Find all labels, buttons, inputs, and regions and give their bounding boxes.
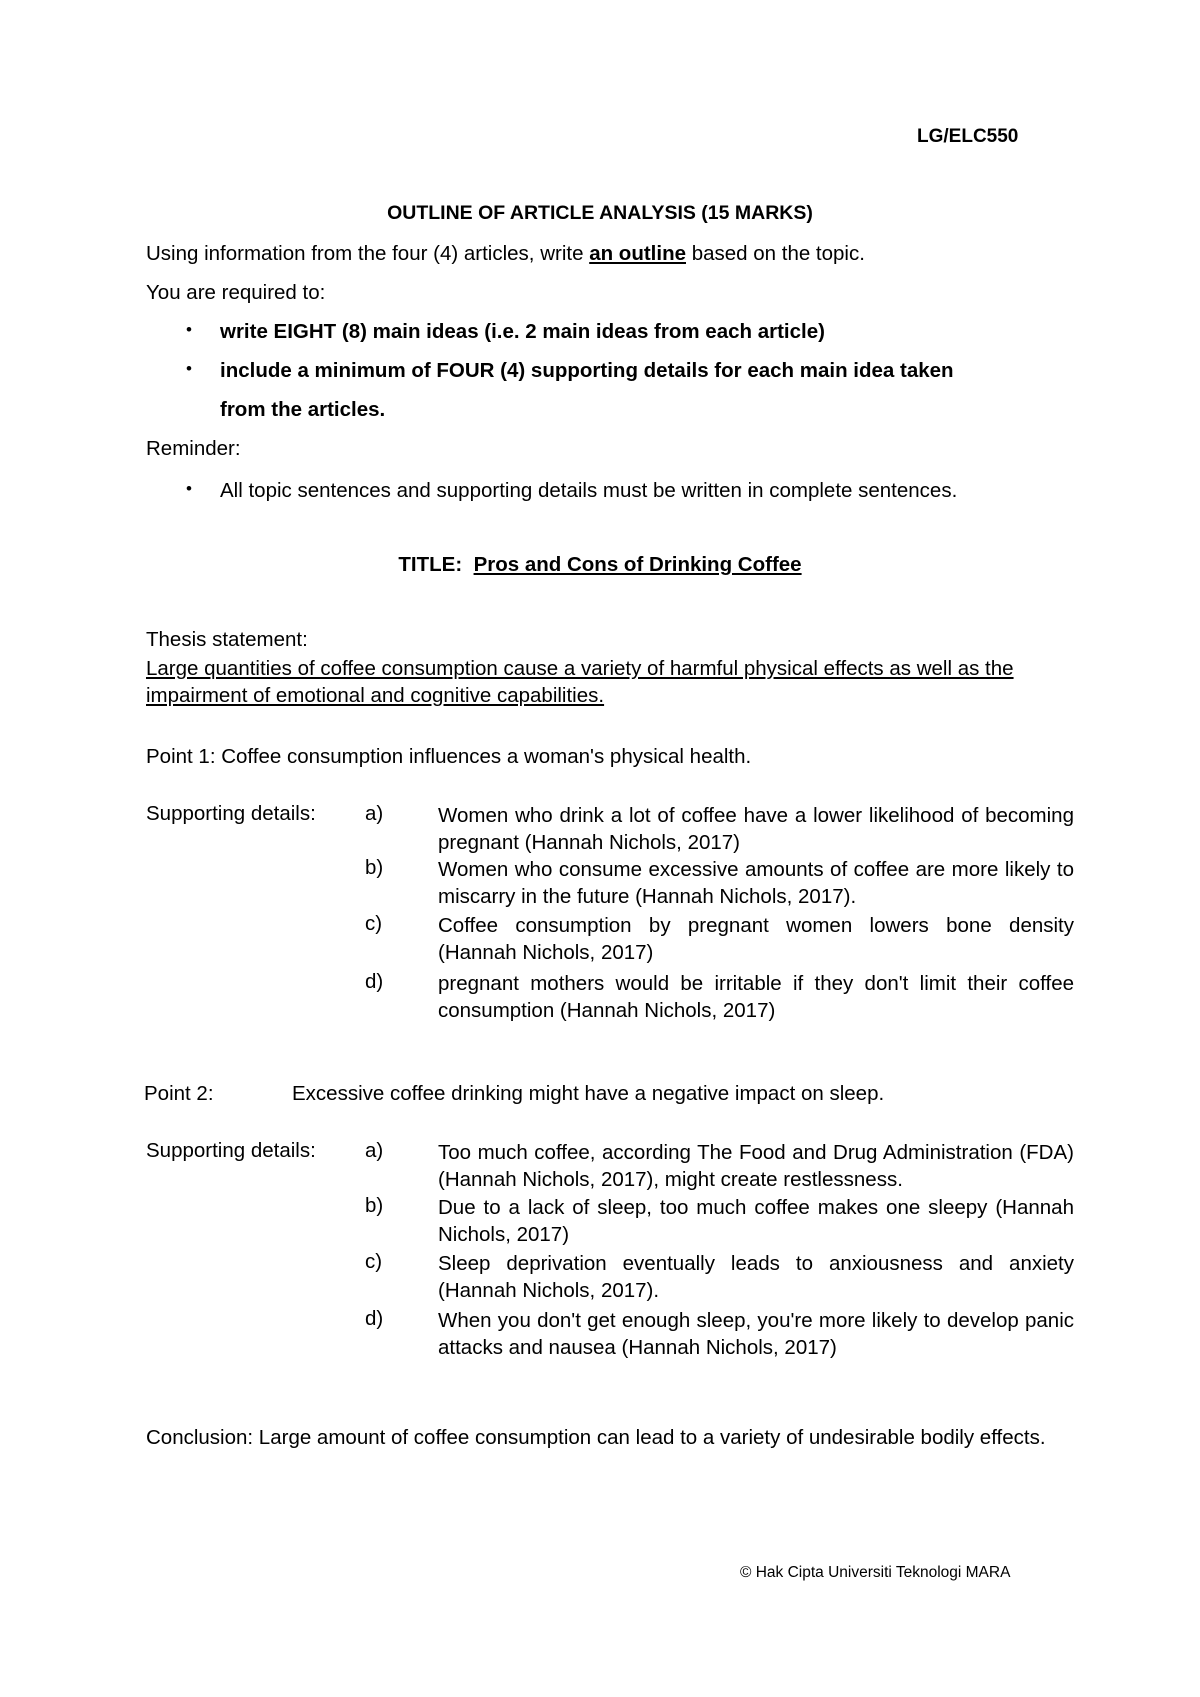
document-title	[0, 553, 1200, 577]
bullet-icon: •	[186, 320, 192, 339]
thesis-statement: Large quantities of coffee consumption cause a variety of harmful physical effects as well as the impairment of emotional and cognitive capabilities.	[146, 657, 1014, 707]
point-2-heading: Excessive coffee drinking might have a negative impact on sleep.	[292, 1082, 885, 1105]
bullet-text: from the articles.	[220, 398, 386, 421]
bullet-text: All topic sentences and supporting details must be written in complete sentences.	[220, 479, 958, 502]
detail-text: Coffee consumption by pregnant women lowers bone density (Hannah Nichols, 2017)	[438, 914, 1074, 964]
title-text: Pros and Cons of Drinking Coffee	[473, 553, 802, 576]
detail-letter: b)	[365, 856, 384, 879]
page-heading: OUTLINE OF ARTICLE ANALYSIS (15 MARKS)	[387, 202, 813, 224]
bullet-text: write EIGHT (8) main ideas (i.e. 2 main ideas from each article)	[220, 320, 825, 343]
detail-text: pregnant mothers would be irritable if they don't limit their coffee consumption (Hannah Nichols, 2017)	[438, 972, 1074, 1022]
reminder-label: Reminder:	[146, 437, 241, 460]
copyright-notice: © Hak Cipta Universiti Teknologi MARA	[740, 1564, 1011, 1581]
bullet-icon: •	[186, 359, 192, 378]
detail-letter: c)	[365, 1250, 383, 1273]
instruction-line-2: You are required to:	[146, 281, 326, 304]
bullet-icon: •	[186, 479, 192, 498]
instruction-text: based on the topic.	[686, 242, 865, 265]
supporting-details-label: Supporting details:	[146, 1139, 316, 1162]
supporting-details-label: Supporting details:	[146, 802, 316, 825]
detail-letter: a)	[365, 1139, 384, 1162]
detail-text: Sleep deprivation eventually leads to anxiousness and anxiety (Hannah Nichols, 2017).	[438, 1252, 1074, 1302]
detail-letter: b)	[365, 1194, 384, 1217]
instruction-text: Using information from the four (4) articles, write	[146, 242, 590, 265]
thesis-label: Thesis statement:	[146, 628, 308, 651]
conclusion: Conclusion: Large amount of coffee consumption can lead to a variety of undesirable bodily effects.	[146, 1426, 1046, 1449]
detail-letter: d)	[365, 970, 384, 993]
instruction-line-1	[146, 242, 865, 266]
title-label: TITLE:	[398, 553, 463, 576]
instruction-emphasis: an outline	[589, 242, 686, 265]
detail-text: Women who consume excessive amounts of coffee are more likely to miscarry in the future (Hannah Nichols, 2017).	[438, 858, 1074, 908]
detail-letter: a)	[365, 802, 384, 825]
detail-text: Women who drink a lot of coffee have a lower likelihood of becoming pregnant (Hannah Nichols, 2017)	[438, 804, 1074, 854]
detail-text: Too much coffee, according The Food and Drug Administration (FDA) (Hannah Nichols, 2017), might create restlessness.	[438, 1141, 1074, 1191]
detail-text: When you don't get enough sleep, you're more likely to develop panic attacks and nausea (Hannah Nichols, 2017)	[438, 1309, 1074, 1359]
point-1-heading: Point 1: Coffee consumption influences a woman's physical health.	[146, 745, 752, 768]
detail-text: Due to a lack of sleep, too much coffee makes one sleepy (Hannah Nichols, 2017)	[438, 1196, 1074, 1246]
detail-letter: d)	[365, 1307, 384, 1330]
detail-letter: c)	[365, 912, 383, 935]
point-2-label: Point 2:	[144, 1082, 214, 1105]
bullet-text: include a minimum of FOUR (4) supporting details for each main idea taken	[220, 359, 954, 382]
document-code: LG/ELC550	[917, 126, 1019, 147]
